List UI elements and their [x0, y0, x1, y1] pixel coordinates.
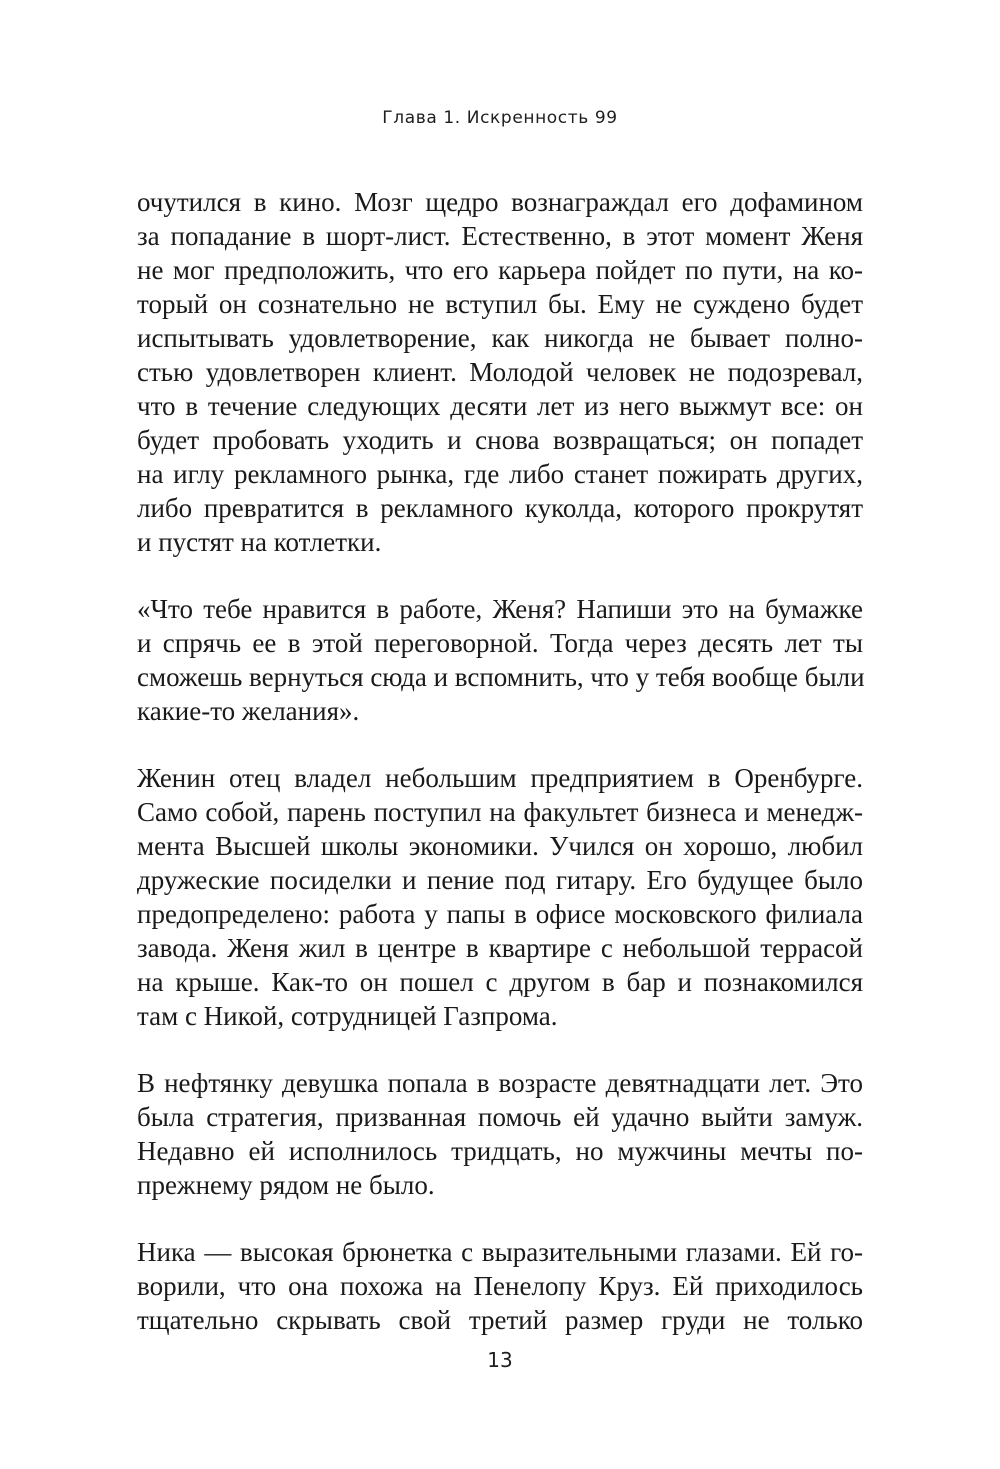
paragraph [137, 1066, 863, 1202]
text-line: Женин отец владел небольшим предприятием в Оренбурге. [137, 763, 863, 793]
text-line: там с Никой, сотрудницей Газпрома. [137, 1001, 558, 1031]
text-line: прежнему рядом не было. [137, 1170, 435, 1200]
body-text [137, 185, 863, 1370]
text-line: что в течение следующих десяти лет из него выжмут все: он [137, 391, 863, 421]
text-line: на иглу рекламного рынка, где либо станет пожирать других, [137, 459, 863, 489]
page-number: 13 [487, 1348, 513, 1372]
text-line: очутился в кино. Мозг щедро вознаграждал его дофамином [137, 187, 863, 217]
text-line: какие-то желания». [137, 696, 360, 726]
text-line: не мог предположить, что его карьера пойдет по пути, на ко- [137, 255, 863, 285]
text-line: торый он сознательно не вступил бы. Ему не суждено будет [137, 289, 863, 319]
text-line: и спрячь ее в этой переговорной. Тогда через десять лет ты [137, 628, 863, 658]
text-line: сможешь вернуться сюда и вспомнить, что у тебя вообще были [137, 662, 865, 692]
paragraph [137, 185, 863, 559]
text-line: «Что тебе нравится в работе, Женя? Напиши это на бумажке [137, 594, 863, 624]
text-line: Ника — высокая брюнетка с выразительными глазами. Ей го- [137, 1237, 863, 1267]
text-line: тщательно скрывать свой третий размер груди не только [137, 1305, 863, 1335]
text-line: Недавно ей исполнилось тридцать, но мужчины мечты по- [137, 1136, 863, 1166]
text-line: В нефтянку девушка попала в возрасте девятнадцати лет. Это [137, 1068, 863, 1098]
text-line: стью удовлетворен клиент. Молодой человек не подозревал, [137, 357, 863, 387]
text-line: была стратегия, призванная помочь ей удачно выйти замуж. [137, 1102, 863, 1132]
text-line: дружеские посиделки и пение под гитару. Его будущее было [137, 865, 863, 895]
text-line: предопределено: работа у папы в офисе московского филиала [137, 899, 863, 929]
text-line: на крыше. Как-то он пошел с другом в бар и познакомился [137, 967, 863, 997]
text-line: Само собой, парень поступил на факультет бизнеса и менедж- [137, 797, 863, 827]
text-line: за попадание в шорт-лист. Естественно, в этот момент Женя [137, 221, 863, 251]
text-line: ворили, что она похожа на Пенелопу Круз. Ей приходилось [137, 1271, 863, 1301]
text-line: либо превратится в рекламного куколда, которого прокрутят [137, 493, 863, 523]
text-line: будет пробовать уходить и снова возвращаться; он попадет [137, 425, 863, 455]
text-line: испытывать удовлетворение, как никогда не бывает полно- [137, 323, 863, 353]
text-line: и пустят на котлетки. [137, 527, 382, 557]
text-line: мента Высшей школы экономики. Учился он хорошо, любил [137, 831, 863, 861]
running-head: Глава 1. Искренность 99 [382, 108, 618, 128]
text-line: завода. Женя жил в центре в квартире с небольшой террасой [137, 933, 863, 963]
paragraph [137, 761, 863, 1033]
paragraph [137, 592, 863, 728]
paragraph [137, 1235, 863, 1337]
